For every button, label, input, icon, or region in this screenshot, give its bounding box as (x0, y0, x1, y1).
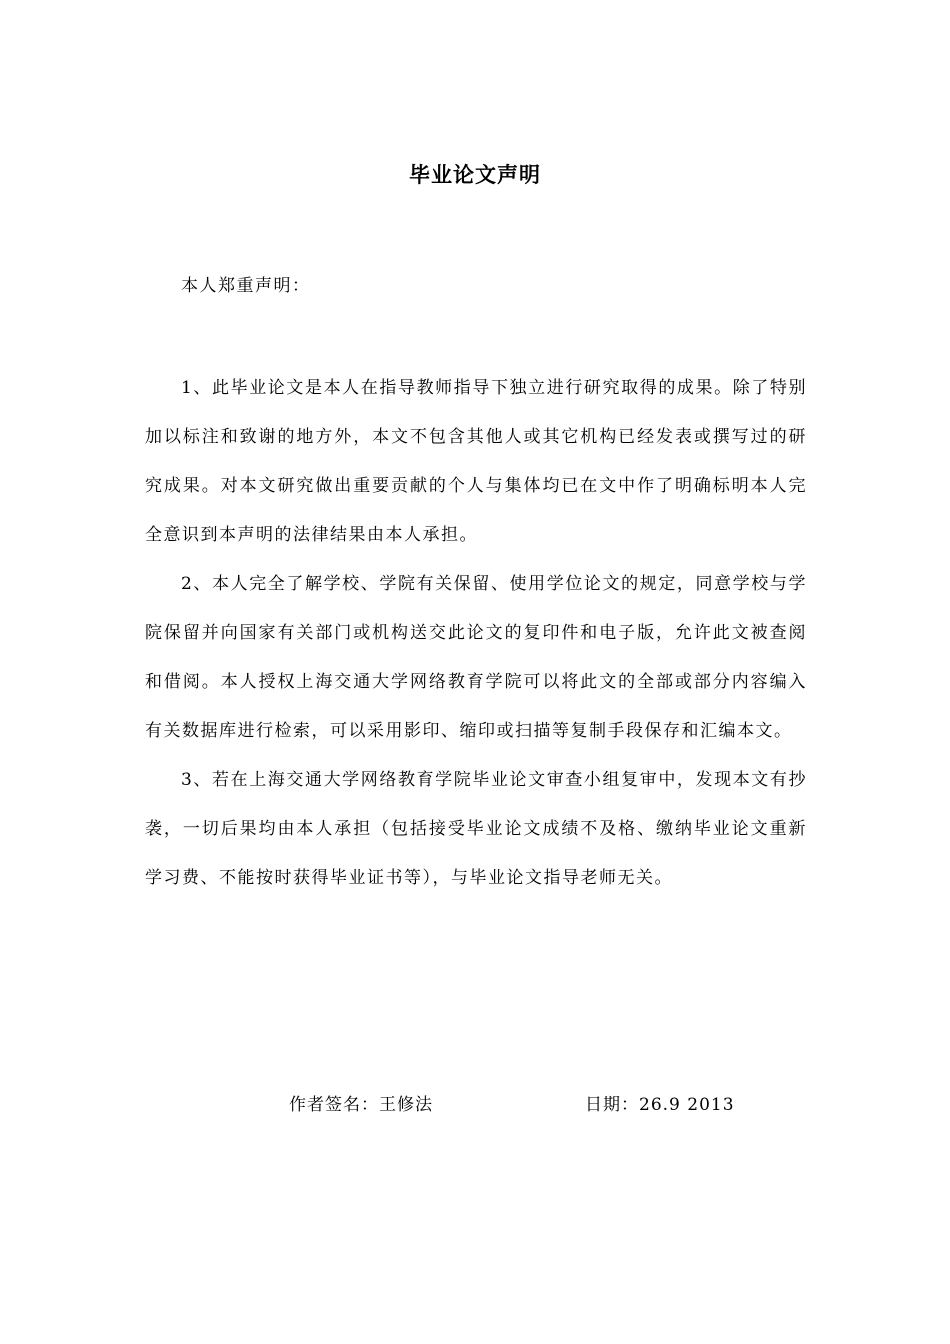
author-signature (289, 1090, 433, 1120)
signature-date (585, 1090, 735, 1120)
author-signature-label: 作者签名： (289, 1095, 379, 1115)
author-name: 王修法 (379, 1095, 433, 1115)
declaration-clause-2: 2、本人完全了解学校、学院有关保留、使用学位论文的规定，同意学校与学院保留并向国家有关部门或机构送交此论文的复印件和电子版，允许此文被查阅和借阅。本人授权上海交通大学网络教育学院可以将此文的全部或部分内容编入有关数据库进行检索，可以采用影印、缩印或扫描等复制手段保存和汇编本文。 (145, 574, 807, 741)
declaration-clause-1: 1、此毕业论文是本人在指导教师指导下独立进行研究取得的成果。除了特别加以标注和致谢的地方外，本文不包含其他人或其它机构已经发表或撰写过的研究成果。对本文研究做出重要贡献的个人与集体均已在文中作了明确标明本人完全意识到本声明的法律结果由本人承担。 (145, 378, 807, 545)
date-label: 日期： (585, 1095, 639, 1115)
declaration-greeting: 本人郑重声明： (181, 276, 311, 296)
page-title: 毕业论文声明 (409, 163, 541, 187)
signature-row (0, 1090, 950, 1120)
declaration-clause-3: 3、若在上海交通大学网络教育学院毕业论文审查小组复审中，发现本文有抄袭，一切后果均由本人承担（包括接受毕业论文成绩不及格、缴纳毕业论文重新学习费、不能按时获得毕业证书等），与毕业论文指导老师无关。 (145, 770, 807, 888)
date-value: 26.9 2013 (639, 1095, 735, 1115)
declaration-body (145, 364, 807, 903)
